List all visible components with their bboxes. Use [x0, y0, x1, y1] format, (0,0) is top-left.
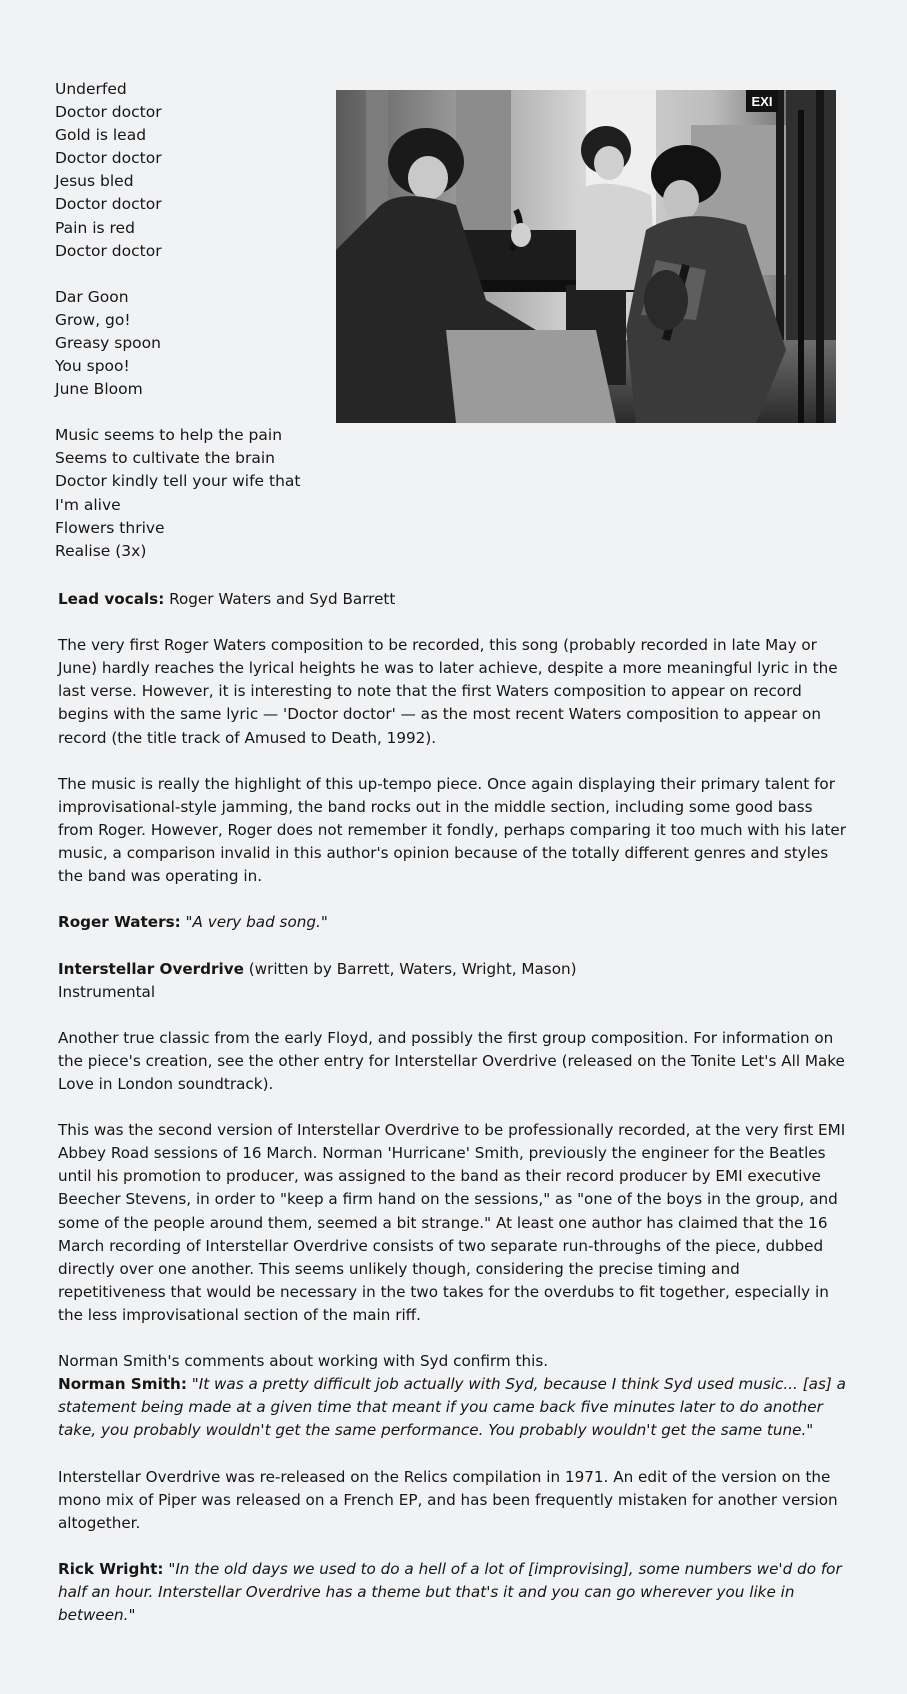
article-body — [58, 588, 848, 1650]
paragraph-1: The very first Roger Waters composition to be recorded, this song (probably recorded in late May or June) hardly reaches the lyrical heights he was to later achieve, despite a more meaningful lyric in the last verse. However, it is interesting to note that the first Waters composition to appear on record begins with the same lyric — 'Doctor doctor' — as the most recent Waters composition to appear on record (the title track of Amused to Death, 1992). — [58, 636, 838, 747]
lyric-line: I'm alive — [55, 495, 121, 514]
quote-rick-wright — [58, 1558, 848, 1627]
lyric-line: Doctor doctor — [55, 103, 162, 122]
lyrics-stanza-1 — [55, 78, 335, 263]
paragraph-2: The music is really the highlight of this up-tempo piece. Once again displaying their primary talent for improvisational-style jamming, the band rocks out in the middle section, including some good bass from Roger. However, Roger does not remember it fondly, perhaps comparing it too much with his later music, a comparison invalid in this author's opinion because of the totally different genres and styles the band was operating in. — [58, 774, 846, 886]
quote-norman-smith — [58, 1373, 848, 1442]
track-title: Interstellar Overdrive — [58, 959, 244, 978]
quote-text: "In the old days we used to do a hell of a lot of [improvising], some numbers we'd do for half an hour. Interstellar Overdrive has a theme but that's it and you can go wherever you like in between." — [58, 1559, 842, 1625]
lyric-line: Doctor kindly tell your wife that — [55, 472, 301, 491]
lead-vocals-line — [58, 588, 848, 611]
lead-vocals-label: Lead vocals: — [58, 590, 165, 608]
quote-text: "It was a pretty difficult job actually with Syd, because I think Syd used music... [as] a statement being made at a given time that meant if you came back five minutes later to do another take, you probably wouldn't get the same performance. You probably wouldn't get the same tune." — [58, 1375, 846, 1440]
lyric-line: Doctor doctor — [55, 149, 162, 168]
paragraph-3: Another true classic from the early Floyd, and possibly the first group composition. For information on the piece's creation, see the other entry for Interstellar Overdrive (released on the Tonite Let's All Make Love in London soundtrack). — [58, 1028, 845, 1093]
track-heading — [58, 958, 848, 1004]
track-credits: (written by Barrett, Waters, Wright, Mason) — [243, 959, 577, 978]
quote-speaker: Norman Smith: — [58, 1375, 187, 1394]
lyric-line: Realise (3x) — [55, 541, 147, 560]
exit-sign-text: EXI — [751, 94, 773, 109]
lyric-line: Doctor doctor — [55, 241, 162, 260]
lyrics-stanza-2 — [55, 286, 335, 401]
quote-roger-waters — [58, 911, 848, 934]
lyrics-stanza-3 — [55, 424, 335, 563]
lyric-line: Music seems to help the pain — [55, 426, 283, 445]
lyric-line: Seems to cultivate the brain — [55, 449, 275, 468]
paragraph-5: Norman Smith's comments about working with Syd confirm this. — [58, 1352, 549, 1371]
photo-illustration — [336, 90, 836, 423]
track-type: Instrumental — [58, 982, 156, 1001]
lyric-line: Greasy spoon — [55, 333, 161, 352]
lyric-line: Pain is red — [55, 218, 135, 237]
quote-speaker: Rick Wright: — [58, 1559, 164, 1578]
lyric-line: Gold is lead — [55, 126, 147, 145]
lyric-line: Grow, go! — [55, 310, 131, 329]
quote-text: "A very bad song." — [185, 913, 328, 932]
paragraph-4: This was the second version of Interstellar Overdrive to be professionally recorded, at the very first EMI Abbey Road sessions of 16 March. Norman 'Hurricane' Smith, previously the engineer for the Beatles until his promotion to producer, was assigned to the band as their record producer by EMI executive Beecher Stevens, in order to "keep a firm hand on the sessions," as "one of the boys in the group, and some of the people around them, seemed a bit strange." At least one author has claimed that the 16 March recording of Interstellar Overdrive consists of two separate run-throughs of the piece, dubbed directly over one another. This seems unlikely though, considering the precise timing and repetitiveness that would be necessary in the two takes for the overdubs to fit together, especially in the less improvisational section of the main riff. — [58, 1121, 846, 1324]
lyric-line: June Bloom — [55, 380, 143, 399]
lyric-line: You spoo! — [55, 357, 130, 376]
quote-speaker: Roger Waters: — [58, 913, 181, 932]
paragraph-6: Interstellar Overdrive was re-released on the Relics compilation in 1971. An edit of the version on the mono mix of Piper was released on a French EP, and has been frequently mistaken for another version altogether. — [58, 1467, 838, 1532]
lyric-line: Dar Goon — [55, 287, 129, 306]
lyric-line: Flowers thrive — [55, 518, 165, 537]
lead-vocals-value: Roger Waters and Syd Barrett — [164, 590, 396, 608]
band-studio-photo — [336, 90, 836, 423]
lyrics-block — [55, 78, 335, 586]
lyric-line: Underfed — [55, 80, 127, 98]
lyric-line: Jesus bled — [55, 172, 134, 191]
lyric-line: Doctor doctor — [55, 195, 162, 214]
